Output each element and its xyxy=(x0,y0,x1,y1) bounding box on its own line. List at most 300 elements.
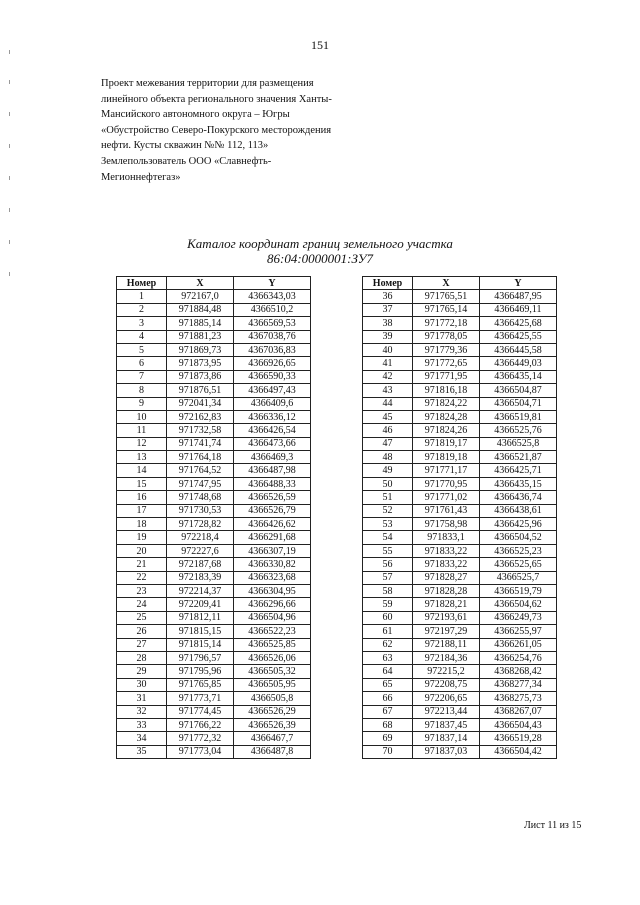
point-number-cell: 62 xyxy=(363,638,413,651)
y-coordinate-cell: 4366504,71 xyxy=(480,397,557,410)
x-coordinate-cell: 971732,58 xyxy=(167,424,234,437)
point-number-cell: 58 xyxy=(363,584,413,597)
header-line: «Обустройство Северо-Покурского месторождения xyxy=(101,124,332,136)
point-number-cell: 20 xyxy=(117,544,167,557)
table-row xyxy=(117,303,311,316)
table-row xyxy=(117,424,311,437)
point-number-cell: 65 xyxy=(363,678,413,691)
y-coordinate-cell: 4366526,39 xyxy=(234,718,311,731)
y-coordinate-cell: 4366519,79 xyxy=(480,584,557,597)
x-coordinate-cell: 971796,57 xyxy=(167,651,234,664)
x-coordinate-cell: 971730,53 xyxy=(167,504,234,517)
y-coordinate-cell: 4368277,34 xyxy=(480,678,557,691)
x-coordinate-cell: 972215,2 xyxy=(413,665,480,678)
x-coordinate-cell: 971819,18 xyxy=(413,451,480,464)
table-row xyxy=(363,451,557,464)
x-coordinate-cell: 972184,36 xyxy=(413,651,480,664)
table-row xyxy=(117,651,311,664)
point-number-cell: 68 xyxy=(363,718,413,731)
x-coordinate-cell: 971881,23 xyxy=(167,330,234,343)
y-coordinate-cell: 4366449,03 xyxy=(480,357,557,370)
x-coordinate-cell: 971765,85 xyxy=(167,678,234,691)
x-coordinate-cell: 971766,22 xyxy=(167,718,234,731)
y-coordinate-cell: 4366525,76 xyxy=(480,424,557,437)
table-row xyxy=(363,303,557,316)
table-row xyxy=(363,598,557,611)
header-line: Проект межевания территории для размещения xyxy=(101,78,314,89)
x-coordinate-cell: 971779,36 xyxy=(413,343,480,356)
x-coordinate-cell: 971728,82 xyxy=(167,518,234,531)
point-number-cell: 50 xyxy=(363,477,413,490)
x-coordinate-cell: 971771,17 xyxy=(413,464,480,477)
point-number-cell: 26 xyxy=(117,625,167,638)
x-coordinate-cell: 971761,43 xyxy=(413,504,480,517)
y-coordinate-cell: 4366425,96 xyxy=(480,518,557,531)
y-coordinate-cell: 4366255,97 xyxy=(480,625,557,638)
table-row xyxy=(363,651,557,664)
table-row xyxy=(117,598,311,611)
table-row xyxy=(117,665,311,678)
y-coordinate-cell: 4368267,07 xyxy=(480,705,557,718)
x-coordinate-cell: 971819,17 xyxy=(413,437,480,450)
x-coordinate-cell: 971771,95 xyxy=(413,370,480,383)
table-row xyxy=(117,451,311,464)
y-coordinate-cell: 4366526,29 xyxy=(234,705,311,718)
table-row xyxy=(363,558,557,571)
header-line: нефти. Кусты скважин №№ 112, 113» xyxy=(101,140,269,152)
y-coordinate-cell: 4366469,3 xyxy=(234,451,311,464)
point-number-cell: 64 xyxy=(363,665,413,678)
y-coordinate-cell: 4366525,65 xyxy=(480,558,557,571)
x-coordinate-cell: 972187,68 xyxy=(167,558,234,571)
point-number-cell: 8 xyxy=(117,384,167,397)
table-row xyxy=(117,477,311,490)
table-row xyxy=(363,477,557,490)
table-row xyxy=(117,625,311,638)
x-coordinate-cell: 972218,4 xyxy=(167,531,234,544)
y-coordinate-cell: 4366526,79 xyxy=(234,504,311,517)
y-coordinate-cell: 4367038,76 xyxy=(234,330,311,343)
point-number-cell: 29 xyxy=(117,665,167,678)
y-coordinate-cell: 4366569,53 xyxy=(234,317,311,330)
y-coordinate-cell: 4366504,87 xyxy=(480,384,557,397)
y-coordinate-cell: 4366323,68 xyxy=(234,571,311,584)
point-number-cell: 38 xyxy=(363,317,413,330)
point-number-cell: 69 xyxy=(363,732,413,745)
point-number-cell: 5 xyxy=(117,343,167,356)
y-coordinate-cell: 4368268,42 xyxy=(480,665,557,678)
y-coordinate-cell: 4366488,33 xyxy=(234,477,311,490)
x-coordinate-cell: 972213,44 xyxy=(413,705,480,718)
table-row xyxy=(363,611,557,624)
table-row xyxy=(117,330,311,343)
point-number-cell: 12 xyxy=(117,437,167,450)
point-number-cell: 59 xyxy=(363,598,413,611)
page-number: 151 xyxy=(311,38,329,52)
point-number-cell: 54 xyxy=(363,531,413,544)
header-line: Мансийского автономного округа – Югры xyxy=(101,109,290,121)
point-number-cell: 51 xyxy=(363,491,413,504)
x-coordinate-cell: 971837,14 xyxy=(413,732,480,745)
x-coordinate-cell: 971764,52 xyxy=(167,464,234,477)
table-row xyxy=(117,745,311,758)
table-row xyxy=(363,638,557,651)
point-number-cell: 41 xyxy=(363,357,413,370)
point-number-cell: 70 xyxy=(363,745,413,758)
y-coordinate-cell: 4366291,68 xyxy=(234,531,311,544)
y-coordinate-cell: 4366505,95 xyxy=(234,678,311,691)
x-coordinate-cell: 971773,04 xyxy=(167,745,234,758)
column-header-x: X xyxy=(413,277,480,290)
x-coordinate-cell: 971772,32 xyxy=(167,732,234,745)
table-row xyxy=(363,705,557,718)
point-number-cell: 25 xyxy=(117,611,167,624)
y-coordinate-cell: 4366504,52 xyxy=(480,531,557,544)
point-number-cell: 42 xyxy=(363,370,413,383)
table-row xyxy=(363,290,557,303)
y-coordinate-cell: 4366343,03 xyxy=(234,290,311,303)
parcel-number: 86:04:0000001:ЗУ7 xyxy=(267,251,373,266)
header-line: линейного объекта регионального значения Ханты- xyxy=(101,93,332,105)
y-coordinate-cell: 4366525,7 xyxy=(480,571,557,584)
x-coordinate-cell: 971765,51 xyxy=(413,290,480,303)
y-coordinate-cell: 4366261,05 xyxy=(480,638,557,651)
y-coordinate-cell: 4366526,06 xyxy=(234,651,311,664)
x-coordinate-cell: 972214,37 xyxy=(167,584,234,597)
point-number-cell: 27 xyxy=(117,638,167,651)
x-coordinate-cell: 971773,71 xyxy=(167,692,234,705)
table-row xyxy=(363,424,557,437)
x-coordinate-cell: 971771,02 xyxy=(413,491,480,504)
point-number-cell: 46 xyxy=(363,424,413,437)
point-number-cell: 11 xyxy=(117,424,167,437)
point-number-cell: 31 xyxy=(117,692,167,705)
sheet-counter: Лист 11 из 15 xyxy=(524,820,582,831)
point-number-cell: 63 xyxy=(363,651,413,664)
column-header-number: Номер xyxy=(363,277,413,290)
point-number-cell: 48 xyxy=(363,451,413,464)
y-coordinate-cell: 4366330,82 xyxy=(234,558,311,571)
table-row xyxy=(117,384,311,397)
table-row xyxy=(117,611,311,624)
point-number-cell: 52 xyxy=(363,504,413,517)
table-row xyxy=(363,343,557,356)
y-coordinate-cell: 4366522,23 xyxy=(234,625,311,638)
y-coordinate-cell: 4366926,65 xyxy=(234,357,311,370)
point-number-cell: 47 xyxy=(363,437,413,450)
x-coordinate-cell: 971741,74 xyxy=(167,437,234,450)
table-row xyxy=(117,357,311,370)
x-coordinate-cell: 972193,61 xyxy=(413,611,480,624)
y-coordinate-cell: 4367036,83 xyxy=(234,343,311,356)
point-number-cell: 40 xyxy=(363,343,413,356)
table-row xyxy=(363,678,557,691)
x-coordinate-cell: 971873,95 xyxy=(167,357,234,370)
table-row xyxy=(363,571,557,584)
y-coordinate-cell: 4366296,66 xyxy=(234,598,311,611)
x-coordinate-cell: 971824,22 xyxy=(413,397,480,410)
table-row xyxy=(363,625,557,638)
point-number-cell: 2 xyxy=(117,303,167,316)
point-number-cell: 14 xyxy=(117,464,167,477)
table-row xyxy=(117,317,311,330)
x-coordinate-cell: 972209,41 xyxy=(167,598,234,611)
x-coordinate-cell: 971885,14 xyxy=(167,317,234,330)
y-coordinate-cell: 4366525,85 xyxy=(234,638,311,651)
point-number-cell: 28 xyxy=(117,651,167,664)
point-number-cell: 6 xyxy=(117,357,167,370)
y-coordinate-cell: 4366254,76 xyxy=(480,651,557,664)
x-coordinate-cell: 971876,51 xyxy=(167,384,234,397)
point-number-cell: 57 xyxy=(363,571,413,584)
point-number-cell: 17 xyxy=(117,504,167,517)
x-coordinate-cell: 972162,83 xyxy=(167,410,234,423)
y-coordinate-cell: 4366521,87 xyxy=(480,451,557,464)
point-number-cell: 36 xyxy=(363,290,413,303)
point-number-cell: 9 xyxy=(117,397,167,410)
coordinates-table-right xyxy=(362,276,557,759)
y-coordinate-cell: 4366249,73 xyxy=(480,611,557,624)
y-coordinate-cell: 4366307,19 xyxy=(234,544,311,557)
y-coordinate-cell: 4366438,61 xyxy=(480,504,557,517)
table-row xyxy=(117,558,311,571)
y-coordinate-cell: 4366436,74 xyxy=(480,491,557,504)
column-header-x: X xyxy=(167,277,234,290)
table-row xyxy=(117,504,311,517)
x-coordinate-cell: 971837,03 xyxy=(413,745,480,758)
table-row xyxy=(117,437,311,450)
table-row xyxy=(117,464,311,477)
x-coordinate-cell: 971824,28 xyxy=(413,410,480,423)
table-row xyxy=(117,544,311,557)
x-coordinate-cell: 972227,6 xyxy=(167,544,234,557)
y-coordinate-cell: 4366336,12 xyxy=(234,410,311,423)
table-row xyxy=(363,665,557,678)
catalog-title xyxy=(0,236,640,266)
x-coordinate-cell: 971774,45 xyxy=(167,705,234,718)
table-row xyxy=(363,504,557,517)
table-row xyxy=(117,343,311,356)
catalog-title-line: Каталог координат границ земельного участка xyxy=(187,236,453,251)
y-coordinate-cell: 4366467,7 xyxy=(234,732,311,745)
x-coordinate-cell: 971772,18 xyxy=(413,317,480,330)
coordinates-table-left xyxy=(116,276,311,759)
x-coordinate-cell: 971778,05 xyxy=(413,330,480,343)
point-number-cell: 22 xyxy=(117,571,167,584)
y-coordinate-cell: 4366435,15 xyxy=(480,477,557,490)
y-coordinate-cell: 4366519,81 xyxy=(480,410,557,423)
point-number-cell: 7 xyxy=(117,370,167,383)
table-row xyxy=(363,370,557,383)
x-coordinate-cell: 971765,14 xyxy=(413,303,480,316)
x-coordinate-cell: 971837,45 xyxy=(413,718,480,731)
header-line: Мегионнефтегаз» xyxy=(101,171,181,183)
table-row xyxy=(363,584,557,597)
x-coordinate-cell: 971770,95 xyxy=(413,477,480,490)
point-number-cell: 13 xyxy=(117,451,167,464)
table-row xyxy=(363,330,557,343)
table-row xyxy=(117,290,311,303)
table-row xyxy=(363,437,557,450)
point-number-cell: 32 xyxy=(117,705,167,718)
y-coordinate-cell: 4366510,2 xyxy=(234,303,311,316)
x-coordinate-cell: 972183,39 xyxy=(167,571,234,584)
y-coordinate-cell: 4366505,8 xyxy=(234,692,311,705)
column-header-number: Номер xyxy=(117,277,167,290)
table-row xyxy=(363,544,557,557)
point-number-cell: 15 xyxy=(117,477,167,490)
y-coordinate-cell: 4366435,14 xyxy=(480,370,557,383)
point-number-cell: 61 xyxy=(363,625,413,638)
y-coordinate-cell: 4366304,95 xyxy=(234,584,311,597)
point-number-cell: 30 xyxy=(117,678,167,691)
x-coordinate-cell: 971758,98 xyxy=(413,518,480,531)
x-coordinate-cell: 972197,29 xyxy=(413,625,480,638)
x-coordinate-cell: 971833,1 xyxy=(413,531,480,544)
table-row xyxy=(363,357,557,370)
table-row xyxy=(117,370,311,383)
y-coordinate-cell: 4366525,23 xyxy=(480,544,557,557)
y-coordinate-cell: 4366497,43 xyxy=(234,384,311,397)
table-row xyxy=(363,384,557,397)
y-coordinate-cell: 4366504,96 xyxy=(234,611,311,624)
table-row xyxy=(117,705,311,718)
x-coordinate-cell: 972167,0 xyxy=(167,290,234,303)
table-row xyxy=(117,692,311,705)
point-number-cell: 39 xyxy=(363,330,413,343)
y-coordinate-cell: 4366473,66 xyxy=(234,437,311,450)
point-number-cell: 60 xyxy=(363,611,413,624)
point-number-cell: 1 xyxy=(117,290,167,303)
y-coordinate-cell: 4366525,8 xyxy=(480,437,557,450)
x-coordinate-cell: 971747,95 xyxy=(167,477,234,490)
point-number-cell: 23 xyxy=(117,584,167,597)
table-row xyxy=(117,531,311,544)
point-number-cell: 35 xyxy=(117,745,167,758)
y-coordinate-cell: 4366505,32 xyxy=(234,665,311,678)
point-number-cell: 37 xyxy=(363,303,413,316)
x-coordinate-cell: 971764,18 xyxy=(167,451,234,464)
y-coordinate-cell: 4366504,43 xyxy=(480,718,557,731)
table-row xyxy=(363,491,557,504)
point-number-cell: 49 xyxy=(363,464,413,477)
point-number-cell: 44 xyxy=(363,397,413,410)
table-row xyxy=(117,571,311,584)
point-number-cell: 3 xyxy=(117,317,167,330)
table-header-row xyxy=(363,277,557,290)
x-coordinate-cell: 971828,28 xyxy=(413,584,480,597)
x-coordinate-cell: 971812,11 xyxy=(167,611,234,624)
y-coordinate-cell: 4366590,33 xyxy=(234,370,311,383)
x-coordinate-cell: 971748,68 xyxy=(167,491,234,504)
table-row xyxy=(117,397,311,410)
point-number-cell: 18 xyxy=(117,518,167,531)
y-coordinate-cell: 4366426,62 xyxy=(234,518,311,531)
y-coordinate-cell: 4366426,54 xyxy=(234,424,311,437)
x-coordinate-cell: 972208,75 xyxy=(413,678,480,691)
y-coordinate-cell: 4366425,55 xyxy=(480,330,557,343)
table-row xyxy=(363,464,557,477)
y-coordinate-cell: 4366445,58 xyxy=(480,343,557,356)
point-number-cell: 67 xyxy=(363,705,413,718)
x-coordinate-cell: 971884,48 xyxy=(167,303,234,316)
point-number-cell: 53 xyxy=(363,518,413,531)
y-coordinate-cell: 4366519,28 xyxy=(480,732,557,745)
table-row xyxy=(117,491,311,504)
table-row xyxy=(117,410,311,423)
point-number-cell: 34 xyxy=(117,732,167,745)
y-coordinate-cell: 4366425,71 xyxy=(480,464,557,477)
table-row xyxy=(117,584,311,597)
header-line: Землепользователь ООО «Славнефть- xyxy=(101,155,272,167)
x-coordinate-cell: 971833,22 xyxy=(413,558,480,571)
table-row xyxy=(117,678,311,691)
table-row xyxy=(363,531,557,544)
x-coordinate-cell: 971795,96 xyxy=(167,665,234,678)
point-number-cell: 56 xyxy=(363,558,413,571)
table-row xyxy=(363,692,557,705)
y-coordinate-cell: 4368275,73 xyxy=(480,692,557,705)
y-coordinate-cell: 4366487,8 xyxy=(234,745,311,758)
point-number-cell: 10 xyxy=(117,410,167,423)
x-coordinate-cell: 971816,18 xyxy=(413,384,480,397)
table-row xyxy=(363,745,557,758)
x-coordinate-cell: 971833,22 xyxy=(413,544,480,557)
x-coordinate-cell: 971824,26 xyxy=(413,424,480,437)
table-header-row xyxy=(117,277,311,290)
x-coordinate-cell: 971772,65 xyxy=(413,357,480,370)
x-coordinate-cell: 972206,65 xyxy=(413,692,480,705)
point-number-cell: 55 xyxy=(363,544,413,557)
point-number-cell: 16 xyxy=(117,491,167,504)
x-coordinate-cell: 971873,86 xyxy=(167,370,234,383)
x-coordinate-cell: 971815,15 xyxy=(167,625,234,638)
column-header-y: Y xyxy=(480,277,557,290)
point-number-cell: 4 xyxy=(117,330,167,343)
table-row xyxy=(117,638,311,651)
point-number-cell: 24 xyxy=(117,598,167,611)
point-number-cell: 33 xyxy=(117,718,167,731)
point-number-cell: 45 xyxy=(363,410,413,423)
table-row xyxy=(363,397,557,410)
x-coordinate-cell: 971828,21 xyxy=(413,598,480,611)
column-header-y: Y xyxy=(234,277,311,290)
y-coordinate-cell: 4366526,59 xyxy=(234,491,311,504)
table-row xyxy=(363,732,557,745)
table-row xyxy=(363,410,557,423)
table-row xyxy=(117,518,311,531)
y-coordinate-cell: 4366409,6 xyxy=(234,397,311,410)
point-number-cell: 21 xyxy=(117,558,167,571)
x-coordinate-cell: 972041,34 xyxy=(167,397,234,410)
table-row xyxy=(117,718,311,731)
x-coordinate-cell: 971815,14 xyxy=(167,638,234,651)
project-header xyxy=(101,76,351,185)
point-number-cell: 43 xyxy=(363,384,413,397)
y-coordinate-cell: 4366504,42 xyxy=(480,745,557,758)
x-coordinate-cell: 971869,73 xyxy=(167,343,234,356)
x-coordinate-cell: 972188,11 xyxy=(413,638,480,651)
point-number-cell: 66 xyxy=(363,692,413,705)
table-row xyxy=(363,317,557,330)
y-coordinate-cell: 4366504,62 xyxy=(480,598,557,611)
y-coordinate-cell: 4366425,68 xyxy=(480,317,557,330)
y-coordinate-cell: 4366487,98 xyxy=(234,464,311,477)
table-row xyxy=(117,732,311,745)
y-coordinate-cell: 4366487,95 xyxy=(480,290,557,303)
table-row xyxy=(363,718,557,731)
y-coordinate-cell: 4366469,11 xyxy=(480,303,557,316)
